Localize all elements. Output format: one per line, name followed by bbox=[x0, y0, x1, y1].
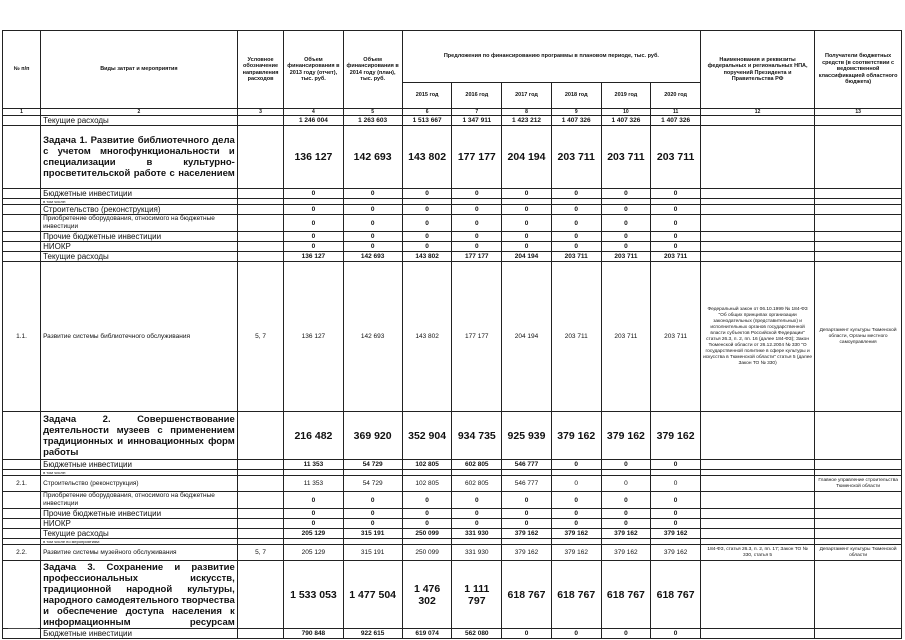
value-cell: 331 930 bbox=[452, 545, 502, 561]
value-cell: 0 bbox=[343, 205, 402, 215]
value-cell: 0 bbox=[284, 492, 343, 509]
row-label: Строительство (реконструкция) bbox=[41, 205, 238, 215]
value-cell: 0 bbox=[651, 232, 701, 242]
value-cell: 0 bbox=[402, 232, 452, 242]
header-num: № п/п bbox=[3, 31, 41, 109]
value-cell: 0 bbox=[601, 460, 651, 470]
value-cell: 136 127 bbox=[284, 252, 343, 262]
col-index: 2 bbox=[41, 109, 238, 116]
value-cell: 0 bbox=[452, 232, 502, 242]
task-label: Задача 3. Сохранение и развитие профессиональных искусств, традиционной народной культуры, народного самодеятельного творчества и обеспечение доступа населения к информационным ресурсам bbox=[41, 561, 238, 629]
value-cell: 0 bbox=[601, 242, 651, 252]
row-label: в том числе: bbox=[41, 470, 238, 476]
value-cell: 934 735 bbox=[452, 412, 502, 460]
value-cell: 143 802 bbox=[402, 262, 452, 412]
page-footer-line bbox=[8, 628, 38, 629]
recipient: Главное управление строительства Тюменской области bbox=[815, 476, 902, 492]
table-row bbox=[3, 189, 902, 199]
value-cell: 0 bbox=[651, 242, 701, 252]
value-cell: 790 848 bbox=[284, 629, 343, 639]
value-cell: 315 191 bbox=[343, 545, 402, 561]
header-year: 2015 год bbox=[402, 83, 452, 109]
value-cell: 0 bbox=[551, 492, 601, 509]
value-cell: 0 bbox=[551, 629, 601, 639]
row-label: НИОКР bbox=[41, 519, 238, 529]
value-cell: 203 711 bbox=[601, 262, 651, 412]
value-cell: 0 bbox=[651, 492, 701, 509]
value-cell: 0 bbox=[343, 242, 402, 252]
value-cell: 102 805 bbox=[402, 460, 452, 470]
value-cell: 11 353 bbox=[284, 460, 343, 470]
col-index: 1 bbox=[3, 109, 41, 116]
table-row bbox=[3, 242, 902, 252]
value-cell: 0 bbox=[651, 189, 701, 199]
value-cell: 0 bbox=[402, 189, 452, 199]
value-cell: 546 777 bbox=[502, 476, 552, 492]
value-cell: 0 bbox=[551, 509, 601, 519]
col-index: 7 bbox=[452, 109, 502, 116]
value-cell: 0 bbox=[402, 519, 452, 529]
value-cell: 0 bbox=[502, 189, 552, 199]
value-cell: 1 513 667 bbox=[402, 116, 452, 126]
value-cell: 0 bbox=[402, 492, 452, 509]
header-year: 2017 год bbox=[502, 83, 552, 109]
value-cell: 546 777 bbox=[502, 460, 552, 470]
value-cell: 0 bbox=[284, 205, 343, 215]
col-index: 9 bbox=[551, 109, 601, 116]
value-cell: 142 693 bbox=[343, 252, 402, 262]
value-cell: 0 bbox=[284, 509, 343, 519]
value-cell: 379 162 bbox=[651, 412, 701, 460]
value-cell: 0 bbox=[343, 232, 402, 242]
value-cell: 0 bbox=[601, 509, 651, 519]
table-row bbox=[3, 116, 902, 126]
task-row bbox=[3, 561, 902, 629]
value-cell: 925 939 bbox=[502, 412, 552, 460]
value-cell: 203 711 bbox=[551, 126, 601, 189]
event-label: Строительство (реконструкция) bbox=[41, 476, 238, 492]
value-cell: 0 bbox=[551, 460, 601, 470]
event-row bbox=[3, 262, 902, 412]
value-cell: 0 bbox=[502, 232, 552, 242]
col-index: 13 bbox=[815, 109, 902, 116]
value-cell: 1 246 004 bbox=[284, 116, 343, 126]
value-cell: 0 bbox=[343, 215, 402, 232]
value-cell: 0 bbox=[452, 509, 502, 519]
col-index: 6 bbox=[402, 109, 452, 116]
value-cell: 203 711 bbox=[651, 252, 701, 262]
value-cell: 0 bbox=[284, 215, 343, 232]
value-cell: 205 129 bbox=[284, 529, 343, 539]
value-cell: 562 080 bbox=[452, 629, 502, 639]
header-proposals: Предложения по финансированию программы в плановом периоде, тыс. руб. bbox=[402, 31, 700, 83]
value-cell: 379 162 bbox=[601, 545, 651, 561]
value-cell: 0 bbox=[452, 492, 502, 509]
value-cell: 136 127 bbox=[284, 262, 343, 412]
value-cell: 136 127 bbox=[284, 126, 343, 189]
value-cell: 203 711 bbox=[551, 252, 601, 262]
value-cell: 1 347 911 bbox=[452, 116, 502, 126]
row-label: Бюджетные инвестиции bbox=[41, 189, 238, 199]
value-cell: 205 129 bbox=[284, 545, 343, 561]
header-cond: Условное обозначение направления расходов bbox=[237, 31, 284, 109]
recipient: Департамент культуры Тюменской области, Органы местного самоуправления bbox=[815, 262, 902, 412]
condition-code: 5, 7 bbox=[237, 262, 284, 412]
value-cell: 0 bbox=[284, 189, 343, 199]
column-index-row bbox=[3, 109, 902, 116]
event-number: 1.1. bbox=[3, 262, 41, 412]
value-cell: 379 162 bbox=[502, 545, 552, 561]
value-cell: 102 805 bbox=[402, 476, 452, 492]
value-cell: 0 bbox=[651, 629, 701, 639]
row-label: Бюджетные инвестиции bbox=[41, 460, 238, 470]
value-cell: 1 407 326 bbox=[551, 116, 601, 126]
header-type: Виды затрат и мероприятия bbox=[41, 31, 238, 109]
table-row bbox=[3, 492, 902, 509]
value-cell: 618 767 bbox=[502, 561, 552, 629]
value-cell: 0 bbox=[284, 232, 343, 242]
header-year: 2020 год bbox=[651, 83, 701, 109]
value-cell: 0 bbox=[284, 519, 343, 529]
value-cell: 177 177 bbox=[452, 126, 502, 189]
value-cell: 352 904 bbox=[402, 412, 452, 460]
row-label: Прочие бюджетные инвестиции bbox=[41, 509, 238, 519]
legal-acts: Федеральный закон от 06.10.1999 № 184-ФЗ "Об общих принципах организации законодательных (представительных) и исполнительных органов государственной власти субъектов Российской Федерации" статья 26.3, п. 2, пп. 16 (далее 184-ФЗ); Закон Тюменской области от 26.12.2004 № 330 "О государственной политике в сфере культуры и искусства в Тюменской области" статья 5 (далее Закон ТО № 330) bbox=[700, 262, 814, 412]
value-cell: 1 263 603 bbox=[343, 116, 402, 126]
value-cell: 143 802 bbox=[402, 252, 452, 262]
value-cell: 0 bbox=[502, 205, 552, 215]
table-row bbox=[3, 529, 902, 539]
col-index: 3 bbox=[237, 109, 284, 116]
task-row bbox=[3, 412, 902, 460]
value-cell: 177 177 bbox=[452, 262, 502, 412]
col-index: 8 bbox=[502, 109, 552, 116]
table-row bbox=[3, 232, 902, 242]
condition-code: 5, 7 bbox=[237, 545, 284, 561]
header-acts: Наименования и реквизиты федеральных и региональных НПА, поручений Президента и Правительства РФ bbox=[700, 31, 814, 109]
value-cell: 0 bbox=[502, 519, 552, 529]
header-fin2013: Объем финансирования в 2013 году (отчет), тыс. руб. bbox=[284, 31, 343, 109]
task-label: Задача 2. Совершенствование деятельности музеев с применением традиционных и инновационных форм работы bbox=[41, 412, 238, 460]
header-recipients: Получатели бюджетных средств (в соответствии с ведомственной классификацией областного бюджета) bbox=[815, 31, 902, 109]
event-row bbox=[3, 545, 902, 561]
value-cell: 379 162 bbox=[551, 529, 601, 539]
value-cell: 203 711 bbox=[651, 126, 701, 189]
value-cell: 203 711 bbox=[601, 252, 651, 262]
value-cell: 0 bbox=[551, 242, 601, 252]
value-cell: 379 162 bbox=[651, 529, 701, 539]
value-cell: 369 920 bbox=[343, 412, 402, 460]
col-index: 4 bbox=[284, 109, 343, 116]
value-cell: 0 bbox=[452, 189, 502, 199]
table-row bbox=[3, 519, 902, 529]
value-cell: 0 bbox=[601, 232, 651, 242]
col-index: 10 bbox=[601, 109, 651, 116]
row-label: Текущие расходы bbox=[41, 252, 238, 262]
row-label: Бюджетные инвестиции bbox=[41, 629, 238, 639]
value-cell: 0 bbox=[651, 509, 701, 519]
value-cell: 1 407 326 bbox=[651, 116, 701, 126]
value-cell: 0 bbox=[651, 215, 701, 232]
value-cell: 250 099 bbox=[402, 545, 452, 561]
value-cell: 177 177 bbox=[452, 252, 502, 262]
value-cell: 143 802 bbox=[402, 126, 452, 189]
value-cell: 602 805 bbox=[452, 476, 502, 492]
value-cell: 618 767 bbox=[651, 561, 701, 629]
value-cell: 0 bbox=[452, 242, 502, 252]
value-cell: 203 711 bbox=[551, 262, 601, 412]
value-cell: 0 bbox=[502, 509, 552, 519]
value-cell: 0 bbox=[502, 492, 552, 509]
recipient: Департамент культуры Тюменской области bbox=[815, 545, 902, 561]
value-cell: 0 bbox=[402, 215, 452, 232]
value-cell: 1 476 302 bbox=[402, 561, 452, 629]
row-label: в том числе по мероприятиям: bbox=[41, 539, 238, 545]
value-cell: 0 bbox=[601, 189, 651, 199]
value-cell: 379 162 bbox=[651, 545, 701, 561]
event-number: 2.1. bbox=[3, 476, 41, 492]
value-cell: 0 bbox=[601, 629, 651, 639]
value-cell: 0 bbox=[452, 519, 502, 529]
value-cell: 0 bbox=[343, 189, 402, 199]
row-label: Прочие бюджетные инвестиции bbox=[41, 232, 238, 242]
table-row bbox=[3, 629, 902, 639]
legal-acts: 184-ФЗ, статья 26.3, п. 2, пп. 17; Закон ТО № 330, статья 5 bbox=[700, 545, 814, 561]
header-year: 2019 год bbox=[601, 83, 651, 109]
value-cell: 203 711 bbox=[651, 262, 701, 412]
value-cell: 0 bbox=[551, 519, 601, 529]
event-label: Развитие системы библиотечного обслуживания bbox=[41, 262, 238, 412]
row-label: Текущие расходы bbox=[41, 529, 238, 539]
value-cell: 0 bbox=[343, 509, 402, 519]
col-index: 12 bbox=[700, 109, 814, 116]
value-cell: 0 bbox=[651, 476, 701, 492]
value-cell: 0 bbox=[551, 189, 601, 199]
value-cell: 0 bbox=[651, 519, 701, 529]
event-row bbox=[3, 476, 902, 492]
value-cell: 250 099 bbox=[402, 529, 452, 539]
value-cell: 204 194 bbox=[502, 126, 552, 189]
value-cell: 379 162 bbox=[601, 412, 651, 460]
header-row bbox=[3, 31, 902, 83]
table-row bbox=[3, 509, 902, 519]
value-cell: 0 bbox=[343, 492, 402, 509]
value-cell: 0 bbox=[402, 242, 452, 252]
row-label: в том числе: bbox=[41, 199, 238, 205]
value-cell: 0 bbox=[502, 242, 552, 252]
value-cell: 0 bbox=[601, 519, 651, 529]
row-label: Текущие расходы bbox=[41, 116, 238, 126]
value-cell: 203 711 bbox=[601, 126, 651, 189]
header-year: 2018 год bbox=[551, 83, 601, 109]
value-cell: 1 477 504 bbox=[343, 561, 402, 629]
value-cell: 0 bbox=[284, 242, 343, 252]
value-cell: 0 bbox=[551, 215, 601, 232]
value-cell: 54 729 bbox=[343, 476, 402, 492]
value-cell: 204 194 bbox=[502, 262, 552, 412]
task-row bbox=[3, 126, 902, 189]
col-index: 11 bbox=[651, 109, 701, 116]
event-label: Развитие системы музейного обслуживания bbox=[41, 545, 238, 561]
value-cell: 0 bbox=[551, 476, 601, 492]
value-cell: 379 162 bbox=[601, 529, 651, 539]
table-row bbox=[3, 460, 902, 470]
header-fin2014: Объем финансирования в 2014 году (план), тыс. руб. bbox=[343, 31, 402, 109]
value-cell: 11 353 bbox=[284, 476, 343, 492]
value-cell: 619 074 bbox=[402, 629, 452, 639]
value-cell: 0 bbox=[502, 629, 552, 639]
table-row bbox=[3, 252, 902, 262]
event-number: 2.2. bbox=[3, 545, 41, 561]
value-cell: 142 693 bbox=[343, 262, 402, 412]
value-cell: 0 bbox=[452, 215, 502, 232]
value-cell: 0 bbox=[452, 205, 502, 215]
value-cell: 0 bbox=[601, 205, 651, 215]
table-row bbox=[3, 215, 902, 232]
value-cell: 1 407 326 bbox=[601, 116, 651, 126]
value-cell: 602 805 bbox=[452, 460, 502, 470]
value-cell: 0 bbox=[402, 205, 452, 215]
value-cell: 1 423 212 bbox=[502, 116, 552, 126]
value-cell: 0 bbox=[551, 232, 601, 242]
col-index: 5 bbox=[343, 109, 402, 116]
value-cell: 315 191 bbox=[343, 529, 402, 539]
value-cell: 618 767 bbox=[601, 561, 651, 629]
value-cell: 1 533 053 bbox=[284, 561, 343, 629]
value-cell: 0 bbox=[402, 509, 452, 519]
row-label: Приобретение оборудования, относимого на бюджетные инвестиции bbox=[41, 492, 238, 509]
value-cell: 0 bbox=[601, 476, 651, 492]
value-cell: 0 bbox=[551, 205, 601, 215]
value-cell: 379 162 bbox=[551, 412, 601, 460]
value-cell: 142 693 bbox=[343, 126, 402, 189]
task-label: Задача 1. Развитие библиотечного дела с учетом многофункциональности и специализации в культурно-просветительской работе с населением bbox=[41, 126, 238, 189]
value-cell: 216 482 bbox=[284, 412, 343, 460]
value-cell: 379 162 bbox=[502, 529, 552, 539]
value-cell: 379 162 bbox=[551, 545, 601, 561]
row-label: НИОКР bbox=[41, 242, 238, 252]
row-label: Приобретение оборудования, относимого на бюджетные инвестиции bbox=[41, 215, 238, 232]
value-cell: 0 bbox=[601, 215, 651, 232]
value-cell: 0 bbox=[502, 215, 552, 232]
value-cell: 204 194 bbox=[502, 252, 552, 262]
header-year: 2016 год bbox=[452, 83, 502, 109]
value-cell: 54 729 bbox=[343, 460, 402, 470]
value-cell: 0 bbox=[601, 492, 651, 509]
value-cell: 618 767 bbox=[551, 561, 601, 629]
value-cell: 1 111 797 bbox=[452, 561, 502, 629]
value-cell: 0 bbox=[343, 519, 402, 529]
value-cell: 331 930 bbox=[452, 529, 502, 539]
program-financing-table bbox=[2, 30, 902, 639]
table-row bbox=[3, 205, 902, 215]
value-cell: 0 bbox=[651, 205, 701, 215]
value-cell: 922 615 bbox=[343, 629, 402, 639]
value-cell: 0 bbox=[651, 460, 701, 470]
